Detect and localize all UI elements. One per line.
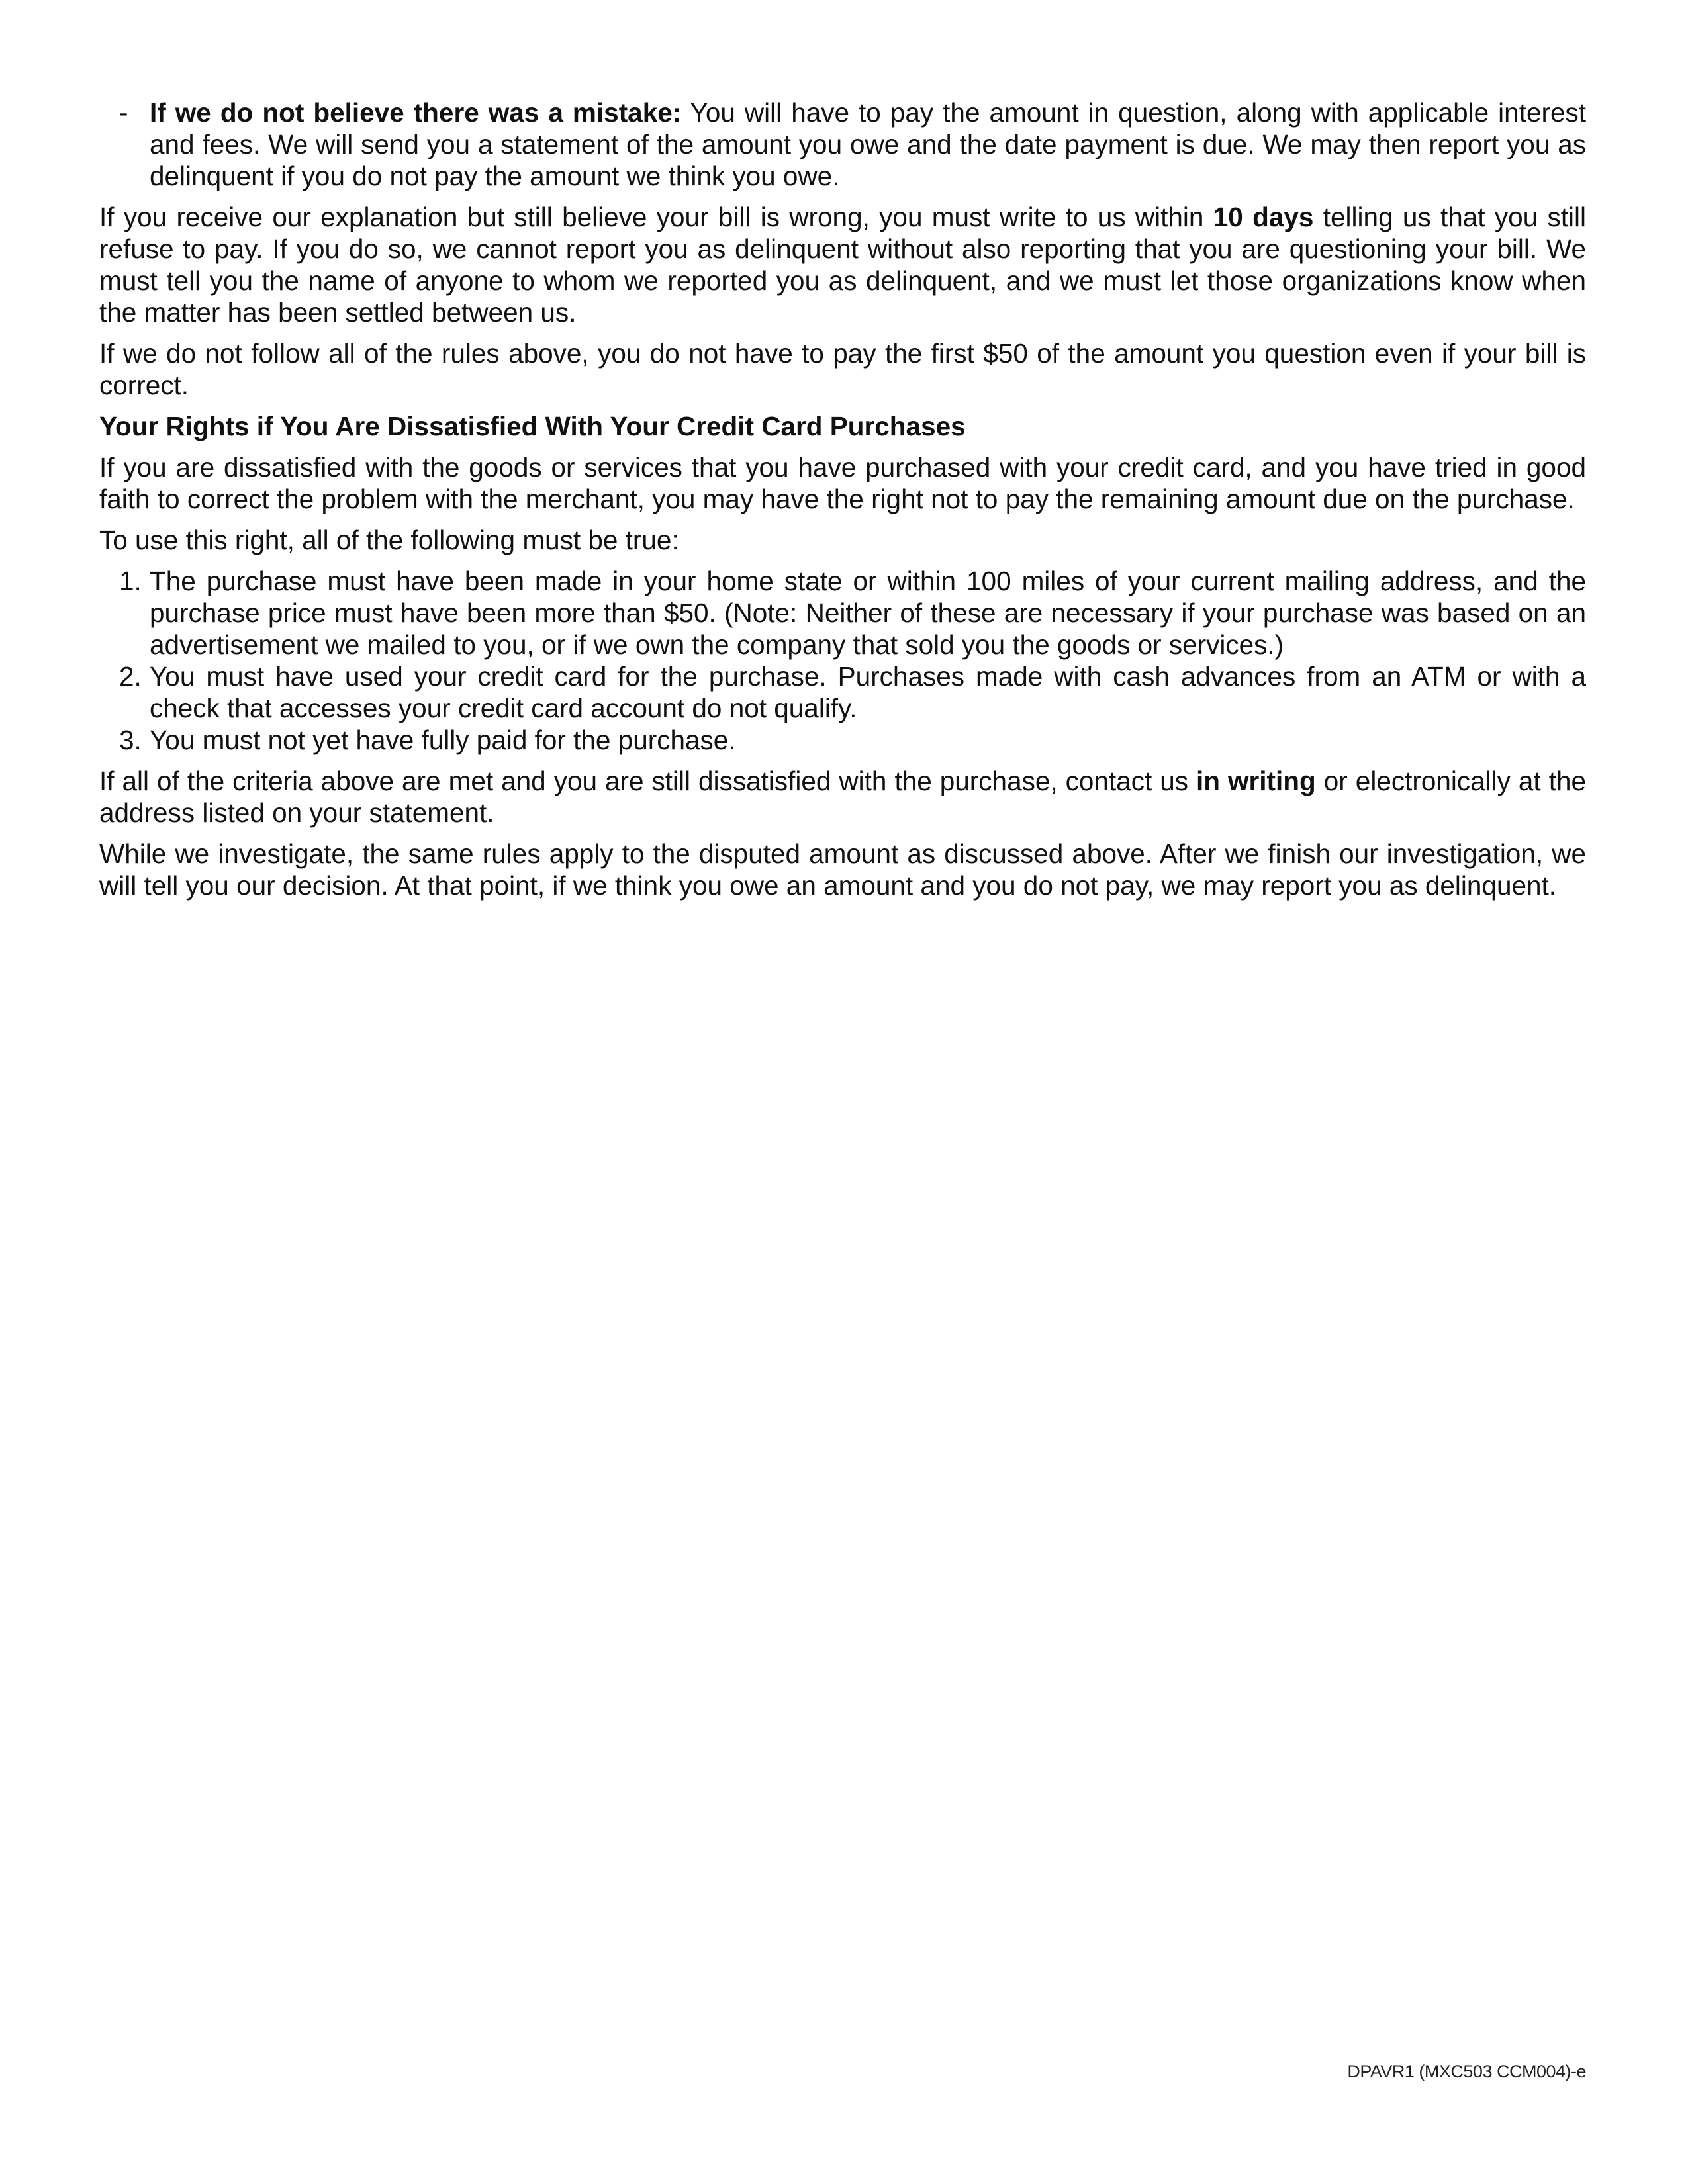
dash-marker: - [119,97,128,128]
criteria-number: 3. [119,725,142,755]
criteria-number: 1. [119,566,142,596]
criteria-text: The purchase must have been made in your home state or within 100 miles of your current mailing address, and the purchase price must have been more than $50. (Note: Neither of these are necessary if your purchase was based on an advertisement we mailed to you, or if we own the company that sold you the goods or services.) [150,566,1586,660]
paragraph-investigate: While we investigate, the same rules apply to the disputed amount as discussed above. After we finish our investigation, we will tell you our decision. At that point, if we think you owe an amount and you do not pay, we may report you as delinquent. [99,839,1586,901]
criteria-text: You must have used your credit card for the purchase. Purchases made with cash advances from an ATM or with a check that accesses your credit card account do not qualify. [150,661,1586,723]
paragraph-contact [99,765,1586,829]
paragraph-rules: If we do not follow all of the rules above, you do not have to pay the first $50 of the amount you question even if your bill is correct. [99,338,1586,400]
explanation-before: If you receive our explanation but still believe your bill is wrong, you must write to us within [99,202,1213,232]
contact-after: or electronically at the address listed on your statement. [99,766,1587,828]
explanation-bold-days: 10 days [1213,202,1314,232]
contact-bold-in-writing: in writing [1196,766,1316,796]
mistake-text: You will have to pay the amount in question, along with applicable interest and fees. We will send you a statement of the amount you owe and the date payment is due. We may then report you as delinquent if you do not pay the amount we think you owe. [150,97,1586,191]
criteria-number: 2. [119,661,142,692]
mistake-bold-lead: If we do not believe there was a mistake: [150,97,682,128]
mistake-list-item [99,97,1586,192]
contact-before: If all of the criteria above are met and you are still dissatisfied with the purchase, contact us [99,766,1197,796]
explanation-after: telling us that you still refuse to pay. If you do so, we cannot report you as delinquent without also reporting that you are questioning your bill. We must tell you the name of anyone to whom we reported you as delinquent, and we must let those organizations know when the matter has been settled between us. [99,202,1586,328]
criteria-item-3 [99,724,1586,756]
criteria-item-1 [99,565,1586,660]
paragraph-dissatisfied: If you are dissatisfied with the goods or services that you have purchased with your credit card, and you have tried in good faith to correct the problem with the merchant, you may have the right not to pay the remaining amount due on the purchase. [99,452,1586,514]
section-heading: Your Rights if You Are Dissatisfied With Your Credit Card Purchases [99,411,966,441]
document-body [99,97,1586,911]
paragraph-use-right: To use this right, all of the following must be true: [99,525,679,555]
paragraph-explanation [99,201,1586,328]
criteria-item-2 [99,660,1586,724]
footer-form-code: DPAVR1 (MXC503 CCM004)-e [1347,2062,1586,2081]
criteria-list [99,565,1586,756]
criteria-text: You must not yet have fully paid for the purchase. [150,725,736,755]
